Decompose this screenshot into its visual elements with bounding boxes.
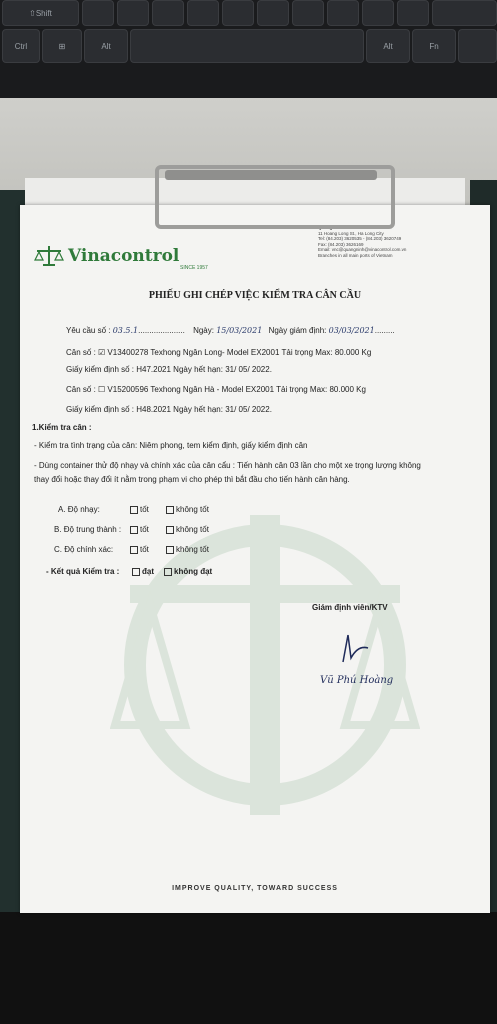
signature-name: Vũ Phú Hoàng — [320, 675, 394, 686]
keyboard — [0, 0, 497, 98]
checkbox-icon — [166, 526, 174, 534]
key — [432, 0, 497, 26]
bullet-2b: thay đổi hoặc thay đổi ít nằm trong phạm vi cho phép thì bắt đầu cho tiến hành cân hàng. — [34, 475, 350, 484]
branch-info — [318, 225, 478, 258]
branch-line: Tel: (84.203) 3620535 - (84.203) 3620749 — [318, 236, 402, 241]
request-number: 03.5.1 — [112, 326, 139, 335]
fail-label: không đạt — [174, 567, 213, 576]
accuracy-not-good — [166, 545, 209, 554]
key — [292, 0, 324, 26]
result-pass — [132, 567, 154, 576]
key — [152, 0, 184, 26]
scale-2-line: Cân số : ☐ V15200596 Texhong Ngân Hà - Model EX2001 Tải trọng Max: 80.000 Kg — [66, 385, 366, 394]
key — [82, 0, 114, 26]
inspector-title: Giám định viên/KTV — [312, 603, 388, 612]
checkbox-icon — [166, 546, 174, 554]
branch-line: Email: vnc@quangninh@vinacontrol.com.vn — [318, 247, 407, 252]
repeatability-good — [130, 525, 149, 534]
bullet-2a: - Dùng container thử độ nhạy và chính xác của cân cẩu : Tiến hành cân 03 lần cho một xe trọng lượng không — [34, 461, 421, 470]
key-fn: Fn — [412, 29, 456, 63]
key-alt-right: Alt — [366, 29, 410, 63]
checkbox-icon — [132, 568, 140, 576]
key — [397, 0, 429, 26]
key — [187, 0, 219, 26]
dark-floor — [0, 912, 497, 1024]
date-value: 15/03/2021 — [216, 326, 263, 335]
scale-1-line: Cân số : ☑ V13400278 Texhong Ngân Long- Model EX2001 Tải trọng Max: 80.000 Kg — [66, 348, 372, 357]
sensitivity-good — [130, 505, 149, 514]
checkbox-icon — [130, 546, 138, 554]
key-alt: Alt — [84, 29, 128, 63]
result-fail — [164, 567, 212, 576]
form-title: PHIẾU GHI CHÉP VIỆC KIỂM TRA CÂN CẦU — [148, 290, 362, 301]
key — [117, 0, 149, 26]
branch-line: Fax: (84.203) 3626169 — [318, 241, 364, 247]
pass-label: đạt — [142, 567, 154, 576]
request-label: Yêu cầu số : — [66, 326, 113, 335]
repeatability-label: B. Độ trung thành : — [54, 525, 122, 534]
checkbox-icon — [130, 526, 138, 534]
logo-text: Vinacontrol — [68, 246, 180, 266]
vinacontrol-logo — [34, 245, 179, 267]
inspection-form — [20, 205, 490, 913]
key — [327, 0, 359, 26]
request-number-row: Yêu cầu số : 03.5.1..................... Ngày: 15/03/2021 Ngày giám định: 03/03/2021......... — [66, 326, 395, 335]
not-good-label: không tốt — [176, 525, 209, 534]
clipboard-clip-bar — [165, 170, 377, 180]
key-ctrl: Ctrl — [2, 29, 40, 63]
not-good-label: không tốt — [176, 505, 209, 514]
result-label: - Kết quả Kiểm tra : — [46, 567, 120, 576]
good-label: tốt — [140, 545, 149, 554]
accuracy-label: C. Độ chính xác: — [54, 545, 114, 554]
not-good-label: không tốt — [176, 545, 209, 554]
accuracy-good — [130, 545, 149, 554]
section-heading: 1.Kiểm tra cân : — [32, 423, 92, 432]
logo-since: SINCE 1957 — [180, 265, 208, 271]
branch-line: Branches in all main ports of Vietnam — [318, 252, 393, 258]
key-shift: ⇧Shift — [2, 0, 79, 26]
key — [222, 0, 254, 26]
key — [362, 0, 394, 26]
certificate-2-line: Giấy kiểm định số : H48.2021 Ngày hết hạn: 31/ 05/ 2022. — [66, 405, 272, 414]
sensitivity-label: A. Độ nhạy: — [58, 505, 100, 514]
bullet-1: - Kiểm tra tình trạng của cân: Niêm phong, tem kiểm định, giấy kiểm định cân — [34, 441, 308, 450]
key — [458, 29, 497, 63]
good-label: tốt — [140, 505, 149, 514]
sensitivity-not-good — [166, 505, 209, 514]
date-label: Ngày: — [193, 326, 214, 335]
inspection-date-label: Ngày giám định: — [268, 326, 327, 335]
good-label: tốt — [140, 525, 149, 534]
footer-slogan: IMPROVE QUALITY, TOWARD SUCCESS — [172, 885, 338, 892]
certificate-1-line: Giấy kiểm định số : H47.2021 Ngày hết hạn: 31/ 05/ 2022. — [66, 365, 272, 374]
repeatability-not-good — [166, 525, 209, 534]
branch-line: Quang Ninh Branch: — [318, 225, 362, 230]
inspection-date-value: 03/03/2021 — [328, 326, 375, 335]
spacebar — [130, 29, 364, 63]
checkbox-icon — [164, 568, 172, 576]
branch-line: 11 Hoang Long St., Ha Long City — [318, 230, 384, 236]
windows-key-icon: ⊞ — [42, 29, 82, 63]
signature-mark — [338, 630, 378, 665]
checkbox-icon — [166, 506, 174, 514]
scale-logo-icon — [34, 245, 64, 267]
checkbox-icon — [130, 506, 138, 514]
key — [257, 0, 289, 26]
